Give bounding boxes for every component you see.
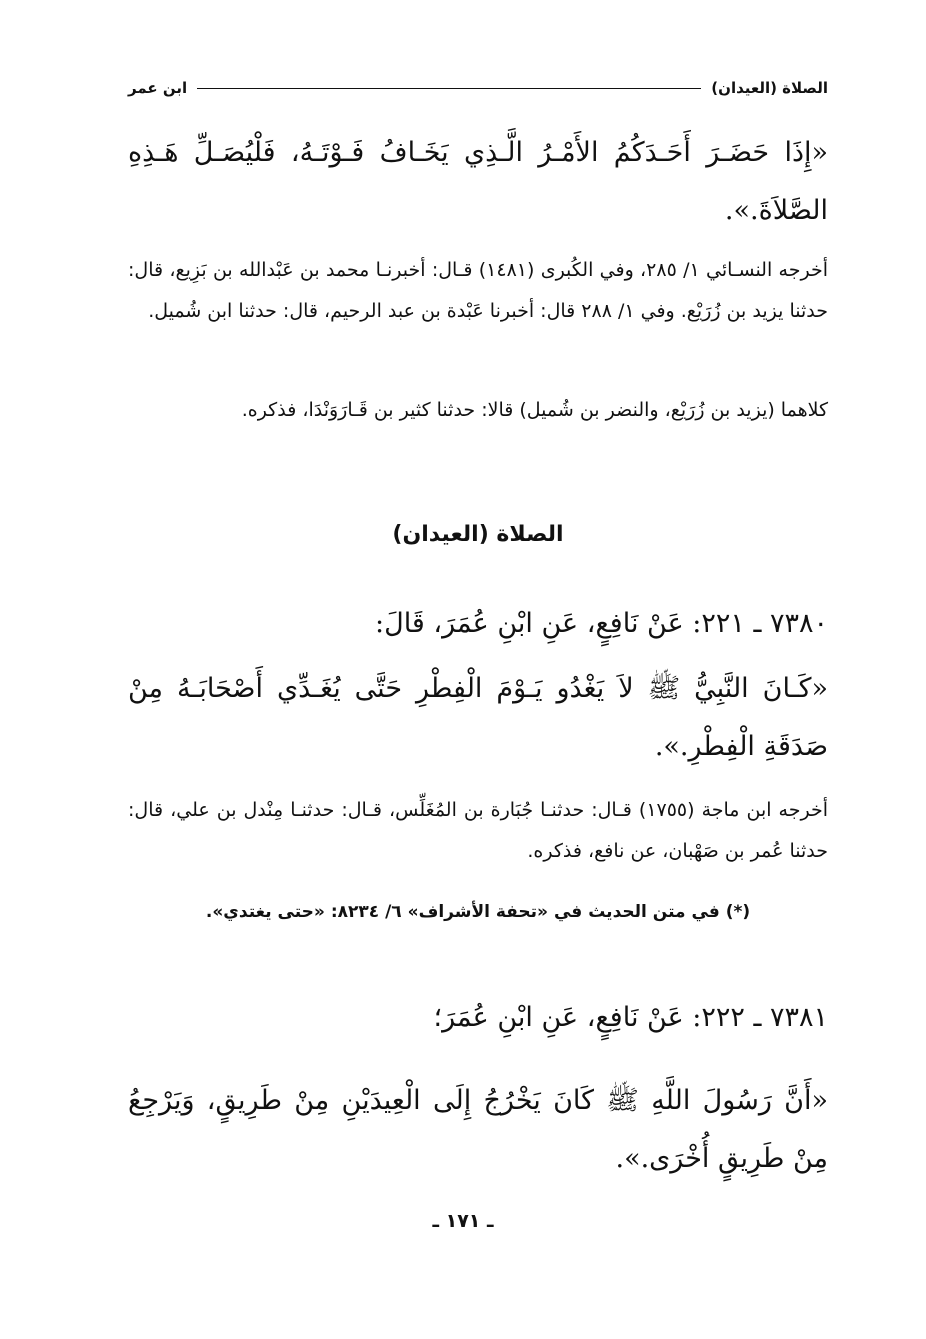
running-head-rule	[197, 88, 701, 89]
hadith-matn-7380: «كَـانَ النَّبِيُّ ﷺ لاَ يَغْدُو يَـوْمَ الْفِطْرِ حَتَّى يُغَـدِّي أَصْحَابَـهُ مِنْ صَدَقَةِ الْفِطْرِ.».	[128, 673, 828, 762]
hadith-matn-continued: «إِذَا حَضَـرَ أَحَـدَكُمُ الأَمْـرُ الَّـذِي يَخَـافُ فَـوْتَـهُ، فَلْيُصَـلِّ هَـذِهِ الصَّلاَةَ.».	[128, 137, 828, 226]
hadith-number-line-7380: ٧٣٨٠ ـ ٢٢١: عَنْ نَافِعٍ، عَنِ ابْنِ عُمَرَ، قَالَ:	[374, 608, 828, 639]
hadith-matn-7381: «أَنَّ رَسُولَ اللَّهِ ﷺ كَانَ يَخْرُجُ إِلَى الْعِيدَيْنِ مِنْ طَرِيقٍ، وَيَرْجِعُ مِنْ طَرِيقٍ أُخْرَى.».	[128, 1085, 828, 1174]
running-head-chapter: الصلاة (العيدان)	[711, 79, 828, 97]
takhrij-7380: أخرجه ابن ماجة (١٧٥٥) قـال: حدثنـا جُبَارة بن المُغَلِّس، قـال: حدثنـا مِنْدل بن علي، قال: حدثنا عُمر بن صَهْبان، عن نافع، فذكره.	[128, 799, 828, 862]
page-number: ـ ١٧١ ـ	[432, 1210, 494, 1232]
hadith-number-line-7381: ٧٣٨١ ـ ٢٢٢: عَنْ نَافِعٍ، عَنِ ابْنِ عُمَرَ؛	[433, 1002, 828, 1033]
running-head	[128, 76, 828, 100]
footnote-7380: (*) في متن الحديث في «تحفة الأشراف» ٦/ ٨٢٣٤: «حتى يغتدي».	[205, 902, 751, 922]
section-title: الصلاة (العيدان)	[392, 522, 564, 547]
running-head-narrator: ابن عمر	[128, 79, 188, 97]
takhrij-paragraph: أخرجه النسـائي ١/ ٢٨٥، وفي الكُبرى (١٤٨١) قـال: أخبرنـا محمد بن عَبْدالله بن بَزِيع، قال: حدثنا يزيد بن زُرَيْع. وفي ١/ ٢٨٨ قال: أخبرنا عَبْدة بن عبد الرحيم، قال: حدثنا ابن شُميل.	[128, 259, 828, 322]
takhrij-paragraph-2: كلاهما (يزيد بن زُرَيْع، والنضر بن شُميل) قالا: حدثنا كثير بن قَـارَوَنْدَا، فذكره.	[241, 399, 828, 421]
